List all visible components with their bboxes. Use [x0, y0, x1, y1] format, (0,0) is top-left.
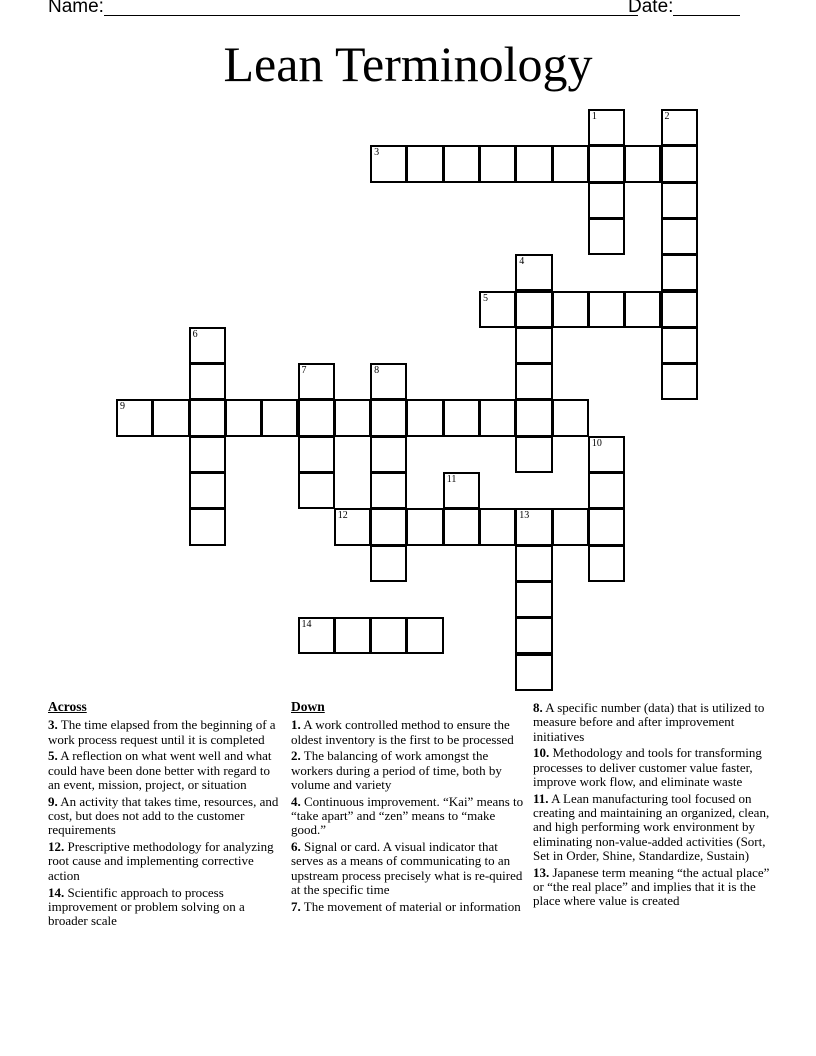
- grid-cell[interactable]: [515, 508, 552, 545]
- grid-cell[interactable]: [443, 145, 480, 182]
- grid-cell[interactable]: [515, 145, 552, 182]
- grid-cell[interactable]: [515, 327, 552, 364]
- date-field[interactable]: [673, 15, 740, 16]
- clue-number: 3.: [48, 717, 58, 733]
- grid-cell[interactable]: [552, 291, 589, 328]
- grid-cell[interactable]: [479, 399, 516, 436]
- grid-cell[interactable]: [189, 399, 226, 436]
- clue-number-label: 5: [483, 292, 488, 304]
- crossword-grid: [117, 110, 717, 700]
- clue-text: A Lean manufacturing tool focused on creating and maintaining an organized, clean, and high performing work environment by eliminating non-value-added activities (Sort, Set in Order, Shine, Standardize, Sustain): [533, 790, 770, 863]
- grid-cell[interactable]: [261, 399, 298, 436]
- clue-number-label: 11: [446, 474, 457, 485]
- grid-cell[interactable]: [189, 327, 226, 364]
- clue-number-label: 2: [664, 111, 670, 122]
- grid-cell[interactable]: [588, 145, 625, 182]
- clue-text: An activity that takes time, resources, and cost, but does not add to the customer requirements: [48, 793, 279, 838]
- clue-text: A specific number (data) that is utilized to measure before and after improvement initiatives: [533, 700, 765, 744]
- grid-cell[interactable]: [298, 472, 335, 509]
- grid-cell[interactable]: [515, 291, 552, 328]
- clue-down-6: [291, 840, 526, 897]
- grid-cell[interactable]: [189, 363, 226, 400]
- grid-cell[interactable]: [298, 436, 335, 473]
- grid-cell[interactable]: [189, 472, 226, 509]
- grid-cell[interactable]: [515, 399, 552, 436]
- clue-number: 9.: [48, 793, 58, 809]
- grid-cell[interactable]: [515, 581, 552, 618]
- grid-cell[interactable]: [552, 399, 589, 436]
- grid-cell[interactable]: [588, 436, 625, 473]
- grid-cell[interactable]: [370, 436, 407, 473]
- grid-cell[interactable]: [298, 399, 335, 436]
- clue-number-label: 1: [591, 111, 597, 122]
- clue-number: 4.: [291, 793, 301, 809]
- clue-across-14: [48, 886, 280, 929]
- clue-text: The movement of material or information: [303, 898, 521, 914]
- clue-text: Signal or card. A visual indicator that serves as a means of communicating to an upstream process precisely what is re-quired at the specific time: [291, 839, 523, 898]
- grid-cell[interactable]: [515, 254, 552, 291]
- grid-cell[interactable]: [479, 291, 516, 328]
- clue-text: Japanese term meaning “the actual place” or “the real place” and implies that it is the place where value is created: [533, 864, 770, 909]
- grid-cell[interactable]: [661, 218, 698, 255]
- grid-cell[interactable]: [588, 508, 625, 545]
- grid-cell[interactable]: [406, 145, 443, 182]
- clue-number-label: 7: [301, 365, 307, 377]
- clue-number: 6.: [291, 839, 301, 855]
- clue-number-label: 13: [519, 510, 530, 522]
- grid-cell[interactable]: [370, 617, 407, 654]
- clue-text: Methodology and tools for transforming processes to deliver customer value faster, improve work flow, and eliminate waste: [533, 745, 762, 789]
- clue-text: Continuous improvement. “Kai” means to “take apart” and “zen” means to “make good.”: [291, 793, 524, 838]
- clue-text: The time elapsed from the beginning of a work process request until it is completed: [48, 717, 276, 747]
- date-label: Date:: [628, 0, 674, 17]
- grid-cell[interactable]: [624, 145, 661, 182]
- grid-cell[interactable]: [588, 182, 625, 219]
- grid-cell[interactable]: [189, 508, 226, 545]
- grid-cell[interactable]: [334, 399, 371, 436]
- grid-cell[interactable]: [661, 291, 698, 328]
- grid-cell[interactable]: [515, 617, 552, 654]
- grid-cell[interactable]: [588, 218, 625, 255]
- grid-cell[interactable]: [479, 145, 516, 182]
- down-clues-continued: [533, 701, 773, 911]
- clue-number: 11.: [533, 790, 549, 806]
- clue-down-7: [291, 900, 526, 914]
- clue-text: The balancing of work amongst the workers during a period of time, both by volume and variety: [291, 748, 502, 792]
- grid-cell[interactable]: [588, 472, 625, 509]
- clue-number-label: 3: [374, 147, 380, 159]
- clue-down-11: [533, 792, 773, 863]
- grid-cell[interactable]: [406, 617, 443, 654]
- grid-cell[interactable]: [661, 363, 698, 400]
- clue-number: 5.: [48, 748, 58, 764]
- grid-cell[interactable]: [370, 363, 407, 400]
- clue-number: 12.: [48, 839, 65, 855]
- clue-number-label: 12: [337, 510, 348, 522]
- grid-cell[interactable]: [406, 399, 443, 436]
- clue-text: Scientific approach to process improvement or problem solving on a broader scale: [48, 884, 245, 929]
- clue-down-8: [533, 701, 773, 744]
- clue-down-13: [533, 866, 773, 909]
- clue-number-label: 8: [374, 365, 380, 377]
- clue-number: 10.: [533, 745, 550, 761]
- clue-text: A work controlled method to ensure the oldest inventory is the first to be processed: [291, 717, 514, 747]
- grid-cell[interactable]: [552, 508, 589, 545]
- grid-cell[interactable]: [443, 472, 480, 509]
- grid-cell[interactable]: [588, 109, 625, 146]
- clue-across-3: [48, 718, 280, 747]
- grid-cell[interactable]: [370, 508, 407, 545]
- clue-number: 14.: [48, 884, 65, 900]
- across-clues: [48, 700, 280, 931]
- clue-down-10: [533, 746, 773, 789]
- grid-cell[interactable]: [515, 436, 552, 473]
- grid-cell[interactable]: [661, 327, 698, 364]
- name-field[interactable]: [104, 15, 638, 16]
- grid-cell[interactable]: [370, 472, 407, 509]
- clue-number: 13.: [533, 864, 550, 880]
- grid-cell[interactable]: [298, 363, 335, 400]
- grid-cell[interactable]: [515, 654, 552, 691]
- grid-cell[interactable]: [624, 291, 661, 328]
- grid-cell[interactable]: [334, 508, 371, 545]
- grid-cell[interactable]: [588, 291, 625, 328]
- clue-number: 8.: [533, 700, 543, 715]
- grid-cell[interactable]: [661, 182, 698, 219]
- grid-cell[interactable]: [479, 508, 516, 545]
- across-heading: Across: [48, 699, 87, 714]
- grid-cell[interactable]: [152, 399, 189, 436]
- clue-down-2: [291, 749, 526, 792]
- clue-down-1: [291, 718, 526, 747]
- clue-number: 7.: [291, 898, 301, 914]
- grid-cell[interactable]: [225, 399, 262, 436]
- clue-text: A reflection on what went well and what could have been done better with regard to an event, mission, project, or situation: [48, 748, 272, 792]
- clue-number-label: 9: [120, 401, 125, 413]
- clue-number-label: 4: [519, 256, 525, 268]
- clue-across-12: [48, 840, 280, 883]
- grid-cell[interactable]: [552, 145, 589, 182]
- clue-across-9: [48, 795, 280, 838]
- grid-cell[interactable]: [370, 399, 407, 436]
- clue-number-label: 10: [591, 437, 602, 449]
- clue-number: 2.: [291, 748, 301, 764]
- grid-cell[interactable]: [370, 545, 407, 582]
- clue-number: 1.: [291, 717, 301, 733]
- down-clues: [291, 700, 526, 917]
- grid-cell[interactable]: [116, 399, 153, 436]
- grid-cell[interactable]: [443, 399, 480, 436]
- clue-down-4: [291, 795, 526, 838]
- page-title: Lean Terminology: [223, 36, 593, 92]
- name-label: Name:: [48, 0, 104, 17]
- grid-cell[interactable]: [189, 436, 226, 473]
- grid-cell[interactable]: [443, 508, 480, 545]
- clue-text: Prescriptive methodology for analyzing root cause and implementing corrective action: [48, 839, 274, 883]
- grid-cell[interactable]: [406, 508, 443, 545]
- grid-cell[interactable]: [298, 617, 335, 654]
- clue-number-label: 6: [192, 328, 198, 340]
- grid-cell[interactable]: [661, 145, 698, 182]
- grid-cell[interactable]: [515, 363, 552, 400]
- clue-across-5: [48, 749, 280, 792]
- grid-cell[interactable]: [661, 254, 698, 291]
- grid-cell[interactable]: [661, 109, 698, 146]
- clue-number-label: 14: [301, 619, 312, 631]
- grid-cell[interactable]: [515, 545, 552, 582]
- grid-cell[interactable]: [370, 145, 407, 182]
- grid-cell[interactable]: [334, 617, 371, 654]
- grid-cell[interactable]: [588, 545, 625, 582]
- down-heading: Down: [291, 699, 325, 714]
